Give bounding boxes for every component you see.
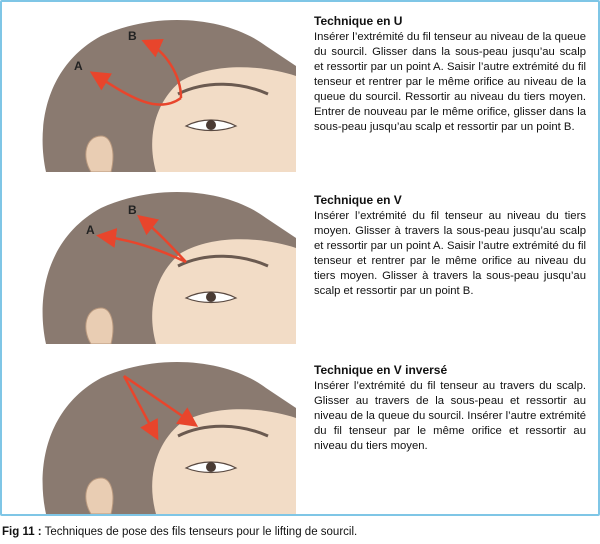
panel-text-u xyxy=(314,14,586,135)
caption-text: Techniques de pose des fils tenseurs pour le lifting de sourcil. xyxy=(41,526,358,538)
face-illustration-v-inverse xyxy=(6,348,296,514)
panel-text-v xyxy=(314,193,586,299)
label-b: B xyxy=(128,29,137,43)
label-b: B xyxy=(128,203,137,217)
panel-title: Technique en V xyxy=(314,193,402,207)
figure-caption xyxy=(2,526,357,538)
face-illustration-v xyxy=(6,178,296,344)
label-a: A xyxy=(74,59,83,73)
panel-description: Insérer l’extrémité du fil tenseur au niveau de la queue du sourcil. Glisser dans la sous-peau jusqu’au scalp et ressortir par un point A. Saisir l’autre extrémité du fil tenseur et rentrer par le même orifice au niveau de la queue du sourcil. Ressortir au niveau du tiers moyen. Entrer de nouveau par le même orifice, glisser dans la sous-peau jusqu’au scalp et ressortir par un point B. xyxy=(314,31,586,133)
panel-title: Technique en V inversé xyxy=(314,363,448,377)
label-a: A xyxy=(86,223,95,237)
face-illustration-u xyxy=(6,6,296,172)
panel-description: Insérer l’extrémité du fil tenseur au travers du scalp. Glisser au travers de la sous-peau et ressortir au niveau de la queue du sourcil. Insérer l’autre extrémité du fil tenseur par le même orifice et ressortir au niveau du tiers moyen. xyxy=(314,380,586,452)
panel-title: Technique en U xyxy=(314,14,403,28)
panel-text-v-inverse xyxy=(314,363,586,454)
panel-description: Insérer l’extrémité du fil tenseur au niveau du tiers moyen. Glisser à travers la sous-peau jusqu’au scalp et ressortir par un point A. Saisir l’autre extrémité du fil tenseur et rentrer par le même orifice au niveau du tiers moyen. Glisser à travers la sous-peau jusqu’au scalp et ressortir par un point B. xyxy=(314,210,586,297)
caption-label: Fig 11 : xyxy=(2,526,42,538)
